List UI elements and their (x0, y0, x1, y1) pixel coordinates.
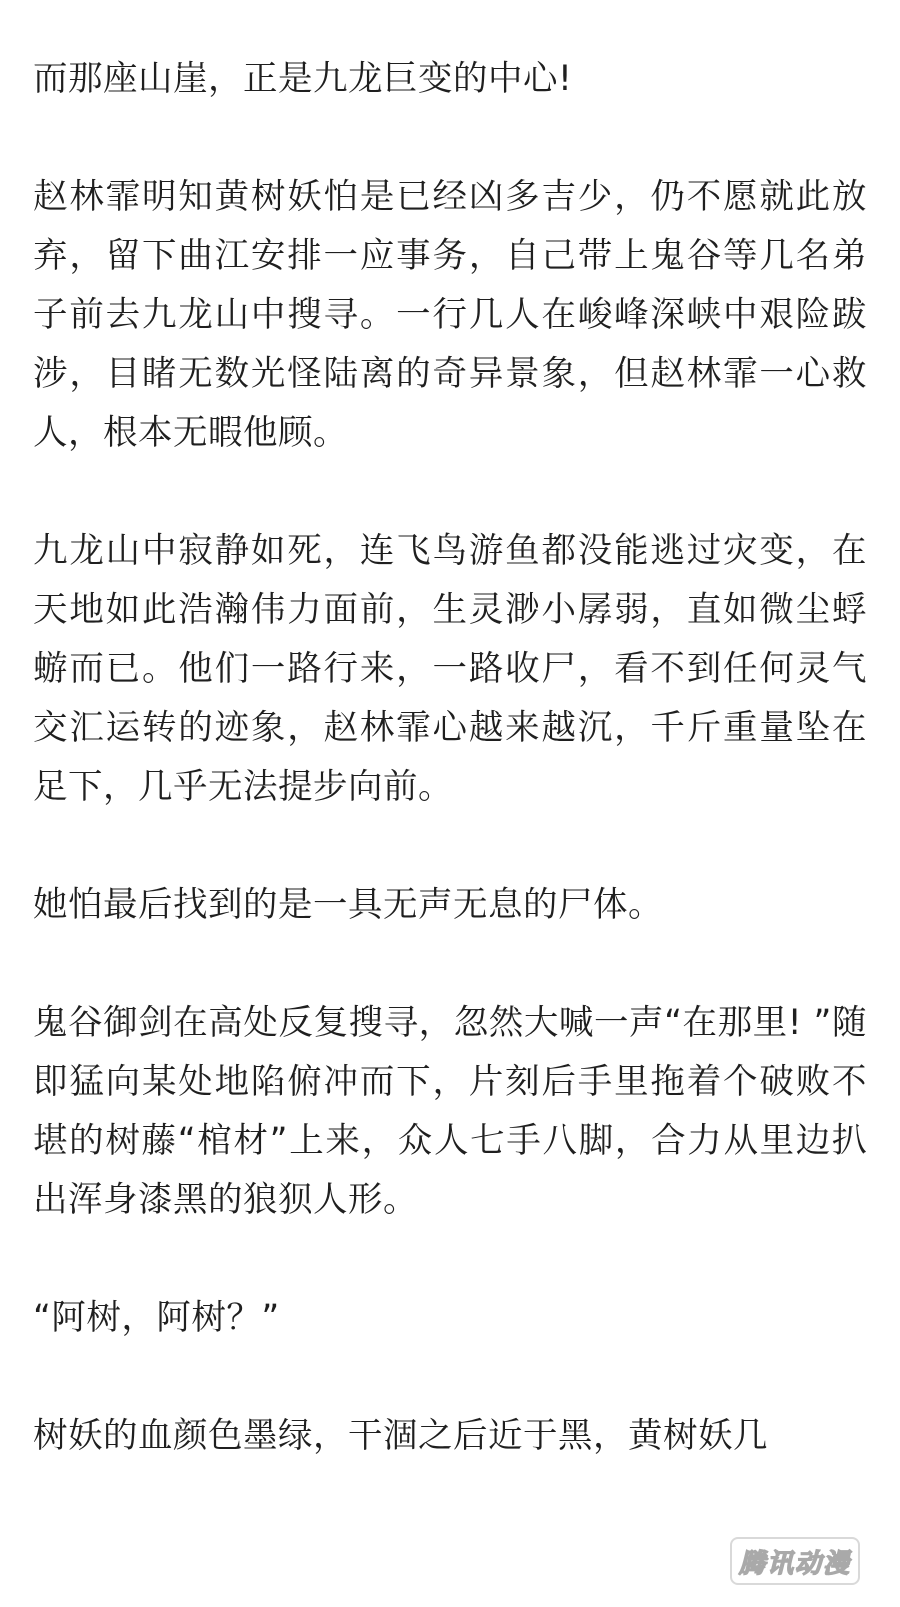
paragraph-1: 而那座山崖，正是九龙巨变的中心! (33, 59, 573, 99)
paragraph-5: 鬼谷御剑在高处反复搜寻，忽然大喊一声“在那里! ”随即猛向某处地陷俯冲而下，片刻后手里拖着个破败不堪的树藤“棺材”上来，众人七手八脚，合力从里边扒出浑身漆黑的狼狈人形。 (33, 1003, 867, 1220)
paragraph-4: 她怕最后找到的是一具无声无息的尸体。 (33, 885, 663, 925)
paragraph-7: 树妖的血颜色墨绿，干涸之后近于黑，黄树妖几 (33, 1416, 768, 1456)
paragraph-3: 九龙山中寂静如死，连飞鸟游鱼都没能逃过灾变，在天地如此浩瀚伟力面前，生灵渺小孱弱，直如微尘蜉蝣而已。他们一路行来，一路收尸，看不到任何灵气交汇运转的迹象，赵林霏心越来越沉，千斤重量坠在足下，几乎无法提步向前。 (33, 531, 867, 807)
watermark-text: 腾讯动漫 (738, 1548, 851, 1579)
paragraph-2: 赵林霏明知黄树妖怕是已经凶多吉少，仍不愿就此放弃，留下曲江安排一应事务，自己带上鬼谷等几名弟子前去九龙山中搜寻。一行几人在峻峰深峡中艰险跋涉，目睹无数光怪陆离的奇异景象，但赵林霏一心救人，根本无暇他顾。 (33, 177, 867, 453)
paragraph-6: “阿树，阿树？” (33, 1298, 280, 1338)
watermark-logo (730, 1537, 860, 1585)
